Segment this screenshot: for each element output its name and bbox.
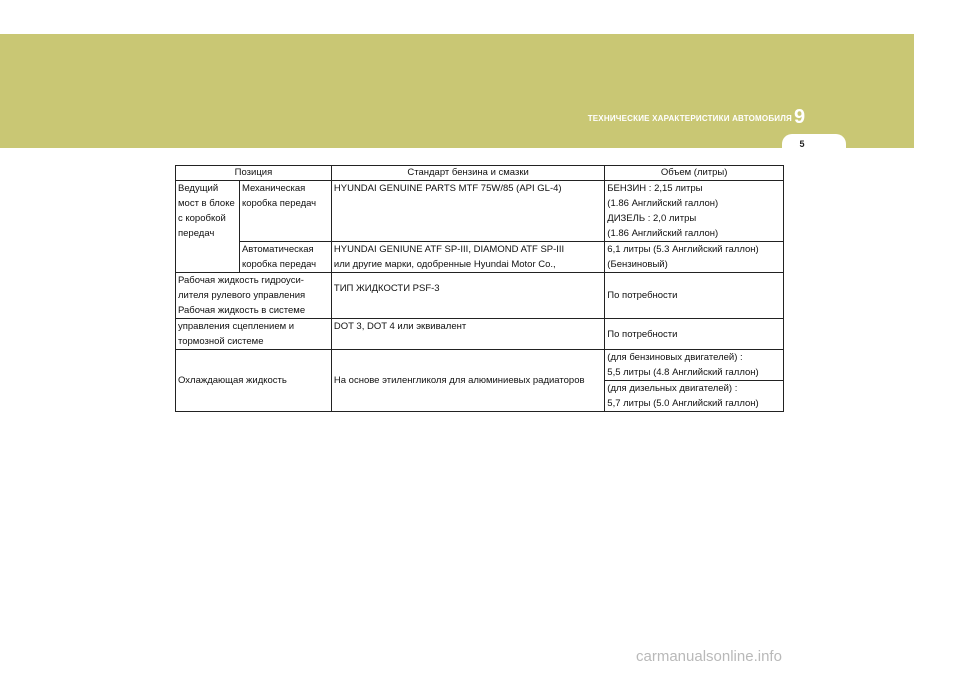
table-row: [176, 319, 784, 350]
automatic-volume: 6,1 литры (5.3 Английский галлон) (Бензиновый): [607, 244, 759, 270]
table-header-row: [176, 166, 784, 181]
table-row: [176, 350, 784, 381]
clutch-brake-volume: По потребности: [605, 319, 784, 350]
manual-standard: HYUNDAI GENUINE PARTS MTF 75W/85 (API GL-4): [331, 181, 604, 242]
manual-volume-cell: [605, 181, 784, 242]
coolant-standard: На основе этиленгликоля для алюминиевых радиаторов: [331, 350, 604, 412]
chapter-title: ТЕХНИЧЕСКИЕ ХАРАКТЕРИСТИКИ АВТОМОБИЛЯ: [587, 114, 792, 123]
coolant-volume-diesel-cell: [605, 381, 784, 412]
automatic-volume-cell: [605, 242, 784, 273]
coolant-volume-petrol-cell: [605, 350, 784, 381]
lubricants-table: [175, 165, 784, 412]
automatic-standard-cell: [331, 242, 604, 273]
automatic-standard: HYUNDAI GENIUNE ATF SP-III, DIAMOND ATF SP-III или другие марки, одобренные Hyundai Motor Co.,: [333, 244, 565, 270]
manual-name-cell: [239, 181, 331, 242]
page-number: 5: [799, 139, 805, 149]
power-steering-name-cell: [176, 273, 332, 319]
table-row: [176, 273, 784, 319]
power-steering-volume: По потребности: [605, 273, 784, 319]
column-header-position: Позиция: [176, 166, 332, 181]
chapter-number: 9: [794, 106, 806, 128]
watermark: carmanualsonline.info: [636, 648, 782, 665]
manual-volume: БЕНЗИН : 2,15 литры (1.86 Английский галлон) ДИЗЕЛЬ : 2,0 литры (1.86 Английский галлон): [607, 183, 719, 239]
column-header-volume: Объем (литры): [605, 166, 784, 181]
transmission-group-cell: [176, 181, 240, 273]
column-header-standard: Стандарт бензина и смазки: [331, 166, 604, 181]
clutch-brake-name-cell: [176, 319, 332, 350]
header-band: [0, 34, 914, 148]
coolant-volume-petrol: (для бензиновых двигателей) : 5,5 литры (4.8 Английский галлон): [607, 352, 759, 378]
table-row: [176, 181, 784, 242]
transmission-group-label: Ведущий мост в блоке с коробкой передач: [178, 183, 235, 239]
clutch-brake-name: управления сцеплением и тормозной системе: [178, 321, 295, 347]
automatic-name: Автоматическая коробка передач: [241, 244, 317, 270]
clutch-brake-standard: DOT 3, DOT 4 или эквивалент: [331, 319, 604, 350]
automatic-name-cell: [239, 242, 331, 273]
coolant-volume-diesel: (для дизельных двигателей) : 5,7 литры (5.0 Английский галлон): [607, 383, 759, 409]
power-steering-standard: ТИП ЖИДКОСТИ PSF-3: [331, 273, 604, 319]
power-steering-name: Рабочая жидкость гидроуси- лителя рулевого управления Рабочая жидкость в системе: [178, 275, 306, 316]
coolant-name: Охлаждающая жидкость: [176, 350, 332, 412]
table-row: [176, 242, 784, 273]
manual-name: Механическая коробка передач: [241, 183, 317, 209]
